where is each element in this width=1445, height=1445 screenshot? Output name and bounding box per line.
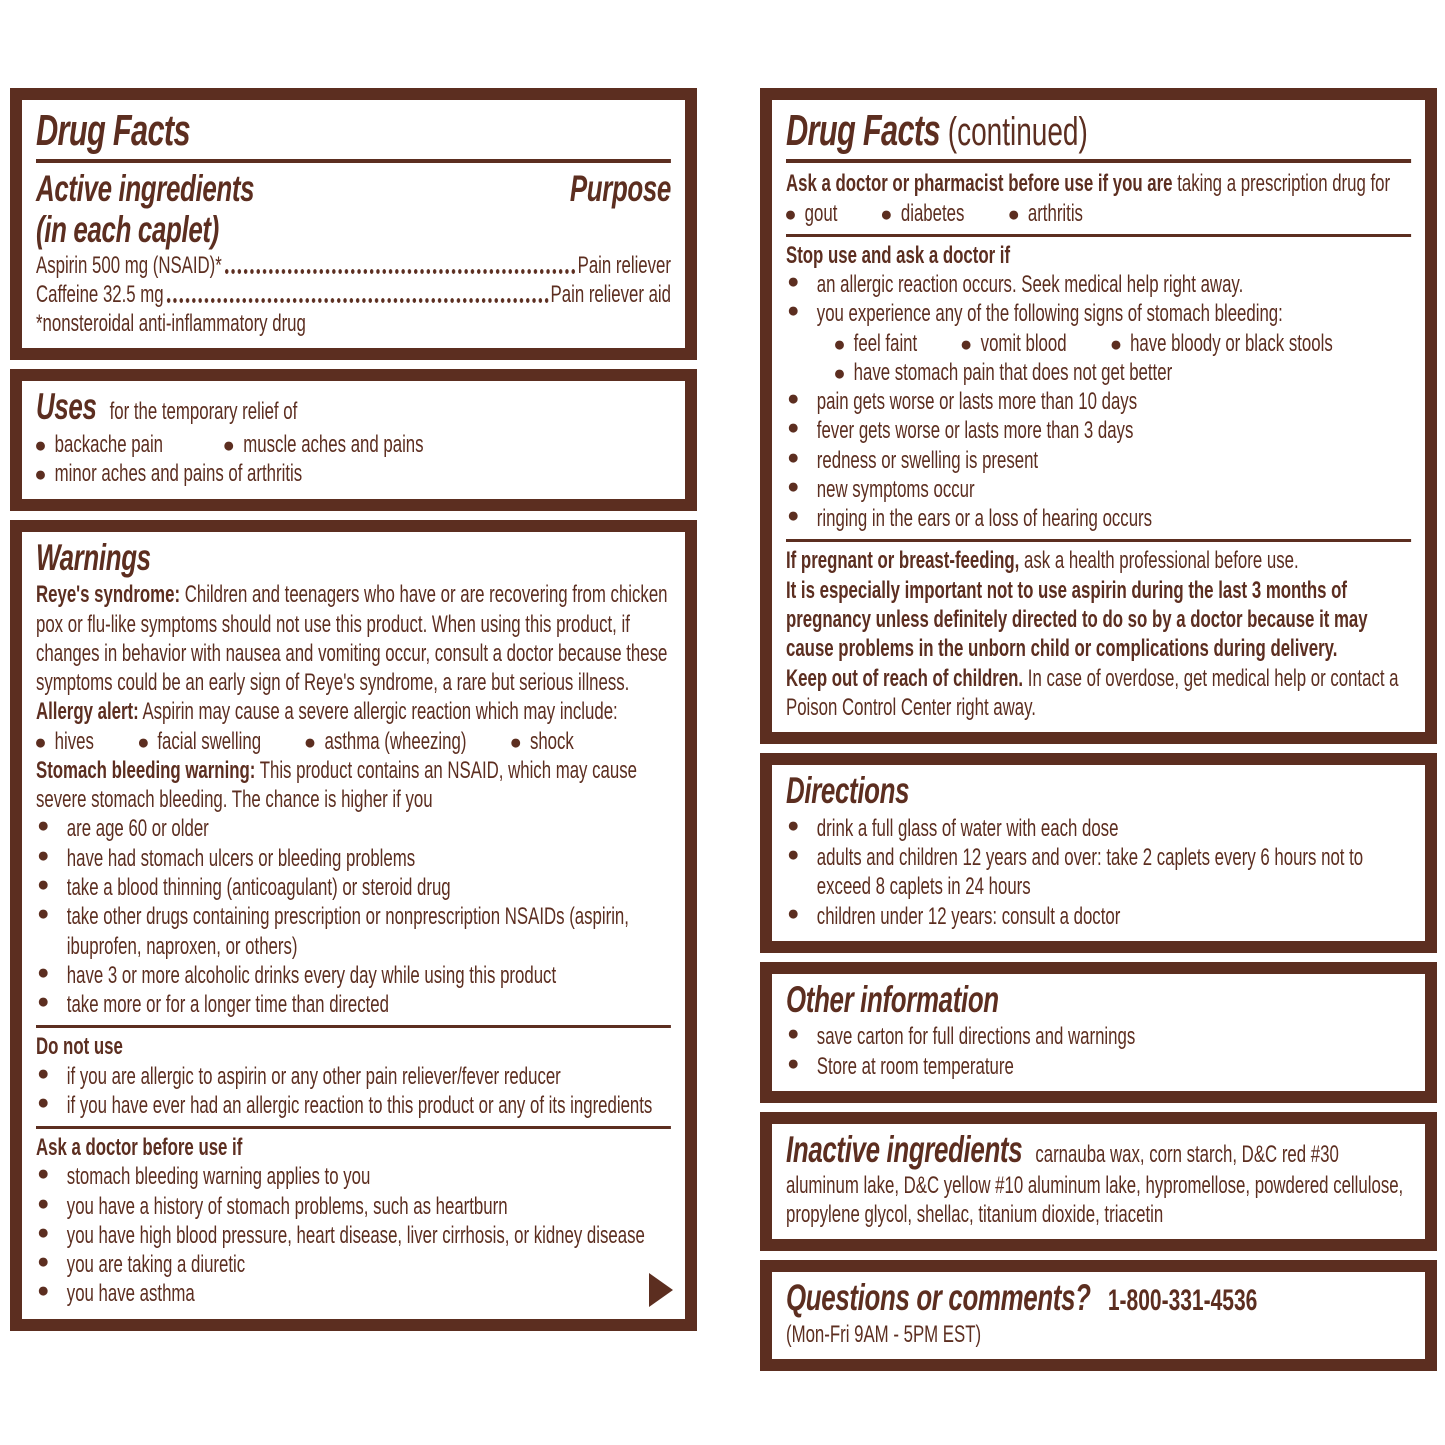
ingredient-row: [36, 251, 671, 280]
list-item: ● have 3 or more alcoholic drinks every day while using this product: [37, 960, 557, 989]
bullet-icon: ●: [37, 1162, 50, 1186]
bullet-icon: ●: [37, 1090, 50, 1114]
inactive-ingredients-box: [760, 1112, 1437, 1251]
list-item: ● you are taking a diuretic: [37, 1250, 246, 1279]
ingredient-purpose: Pain reliever: [577, 251, 671, 279]
list-item: ● diabetes: [880, 199, 965, 227]
list-item: ● vomit blood: [960, 329, 1067, 357]
ingredient-row: [36, 280, 671, 309]
bullet-icon: ●: [1007, 202, 1020, 226]
dot-leader: [224, 268, 576, 275]
bullet-icon: ●: [37, 843, 50, 867]
ingredient-name: Caffeine 32.5 mg: [36, 280, 164, 308]
divider: [36, 1025, 671, 1028]
warnings-heading: Warnings: [36, 536, 151, 578]
list-item: ● you have a history of stomach problems, such as heartburn: [37, 1191, 508, 1220]
list-item: ● new symptoms occur: [787, 474, 975, 503]
bullet-icon: ●: [833, 361, 846, 385]
ask-pharmacist-paragraph: Ask a doctor or pharmacist before use if you are taking a prescription drug for: [786, 170, 1391, 198]
bullet-icon: ●: [34, 463, 47, 487]
uses-heading: Uses: [36, 386, 97, 428]
list-item: ● facial swelling: [136, 727, 262, 755]
keep-out-of-reach-paragraph: Keep out of reach of children. In case of overdose, get medical help or contact a Poison Control Center right away.: [786, 664, 1399, 721]
bullet-icon: ●: [787, 299, 800, 323]
bullet-icon: ●: [37, 814, 50, 838]
reye-syndrome-paragraph: Reye's syndrome: Children and teenagers who have or are recovering from chicken pox or flu-like symptoms should not use this product. When using this product, if changes in behavior with nausea and vomiting occur, consult a doctor because these symptoms could be an early sign of Reye's syndrome, a rare but serious illness.: [36, 581, 668, 697]
drug-facts-title: Drug Facts: [36, 106, 190, 155]
bullet-icon: ●: [37, 902, 50, 926]
continuation-arrow-icon: [649, 1273, 673, 1307]
list-item: ● have had stomach ulcers or bleeding problems: [37, 843, 416, 872]
ask-doctor-heading: Ask a doctor before use if: [36, 1134, 243, 1162]
ask-pharmacist-bullet-row: [786, 199, 1411, 228]
list-item: ● adults and children 12 years and over: take 2 caplets every 6 hours not to exceed 8 caplets in 24 hours: [787, 843, 1364, 901]
bullet-icon: ●: [787, 504, 800, 528]
bullet-icon: ●: [509, 730, 522, 754]
list-item: ● are age 60 or older: [37, 814, 209, 843]
list-item: ● arthritis: [1007, 199, 1083, 227]
list-item: ● have stomach pain that does not get better: [833, 358, 1173, 386]
bullet-icon: ●: [787, 387, 800, 411]
do-not-use-heading: Do not use: [36, 1033, 123, 1061]
bullet-icon: ●: [787, 813, 800, 837]
list-item: ● you have high blood pressure, heart disease, liver cirrhosis, or kidney disease: [37, 1220, 645, 1249]
phone-hours: (Mon-Fri 9AM - 5PM EST): [786, 1320, 982, 1348]
nsaid-footnote: *nonsteroidal anti-inflammatory drug: [36, 310, 306, 338]
bullet-icon: ●: [34, 434, 47, 458]
pregnancy-warning-paragraph: It is especially important not to use aspirin during the last 3 months of pregnancy unless definitely directed to do so by a doctor because it may cause problems in the unborn child or complications during delivery.: [786, 576, 1368, 663]
warnings-box: [10, 520, 697, 1331]
bullet-icon: ●: [833, 332, 846, 356]
list-item: ● backache pain: [34, 431, 164, 459]
active-ingredients-heading: Active ingredients: [36, 168, 255, 210]
divider: [36, 159, 671, 163]
list-item: ● feel faint: [833, 329, 918, 357]
list-item: ● gout: [784, 199, 838, 227]
list-item: ● have bloody or black stools: [1109, 329, 1333, 357]
bullet-icon: ●: [37, 1061, 50, 1085]
list-item: ● children under 12 years: consult a doctor: [787, 901, 1121, 930]
ingredient-name: Aspirin 500 mg (NSAID)*: [36, 251, 222, 279]
list-item: ● take a blood thinning (anticoagulant) or steroid drug: [37, 873, 451, 901]
allergy-bullet-row: [36, 727, 671, 756]
stop-use-heading: Stop use and ask a doctor if: [786, 241, 1011, 269]
phone-number: 1-800-331-4536: [1107, 1284, 1258, 1318]
list-item: ● take more or for a longer time than directed: [37, 990, 389, 1019]
bullet-icon: ●: [37, 1250, 50, 1274]
uses-bullet-row: [36, 430, 671, 459]
bullet-icon: ●: [37, 990, 50, 1014]
bullet-icon: ●: [787, 1022, 800, 1046]
other-information-heading: Other information: [786, 978, 999, 1020]
questions-box: [760, 1260, 1437, 1371]
bullet-icon: ●: [787, 901, 800, 925]
list-item: ● minor aches and pains of arthritis: [34, 460, 303, 488]
uses-intro: for the temporary relief of: [109, 398, 298, 426]
list-item: ● take other drugs containing prescription or nonprescription NSAIDs (aspirin, ibuprofen, naproxen, or others): [37, 902, 629, 960]
list-item: ● asthma (wheezing): [304, 727, 467, 755]
list-item: ● you experience any of the following signs of stomach bleeding:: [787, 299, 1283, 328]
bullet-icon: ●: [37, 873, 50, 896]
inactive-ingredients-heading: Inactive ingredients: [786, 1129, 1023, 1171]
bullet-icon: ●: [304, 730, 317, 754]
bullet-icon: ●: [787, 1051, 800, 1075]
list-item: ● an allergic reaction occurs. Seek medical help right away.: [787, 270, 1244, 299]
divider: [786, 539, 1411, 542]
other-information-box: [760, 962, 1437, 1103]
bullet-icon: ●: [960, 332, 973, 356]
bullet-icon: ●: [1109, 332, 1123, 356]
right-panel: [760, 88, 1437, 1371]
bullet-icon: ●: [784, 202, 797, 226]
allergy-alert-paragraph: Allergy alert: Aspirin may cause a severe allergic reaction which may include:: [36, 698, 618, 726]
list-item: ● Store at room temperature: [787, 1051, 1014, 1080]
active-ingredients-header: [36, 169, 671, 250]
stomach-bleeding-paragraph: Stomach bleeding warning: This product contains an NSAID, which may cause severe stomach bleeding. The chance is higher if you: [36, 756, 637, 814]
questions-heading-row: [786, 1278, 1411, 1320]
pregnancy-paragraph: If pregnant or breast-feeding, ask a health professional before use.: [786, 547, 1299, 575]
directions-box: [760, 753, 1437, 953]
bullet-icon: ●: [787, 270, 800, 294]
left-panel: [10, 88, 697, 1331]
dot-leader: [166, 297, 549, 304]
list-item: ● shock: [509, 727, 574, 755]
list-item: ● ringing in the ears or a loss of hearing occurs: [787, 504, 1153, 533]
list-item: ● fever gets worse or lasts more than 3 days: [787, 416, 1134, 445]
list-item: ● hives: [34, 727, 94, 755]
bullet-icon: ●: [37, 1191, 50, 1215]
purpose-heading: Purpose: [569, 168, 671, 210]
bullet-icon: ●: [222, 434, 236, 458]
bullet-icon: ●: [34, 730, 47, 754]
bullet-icon: ●: [37, 1220, 50, 1244]
bullet-icon: ●: [787, 843, 800, 866]
directions-heading: Directions: [786, 770, 910, 812]
bullet-icon: ●: [37, 960, 50, 984]
drug-facts-box: [10, 88, 697, 360]
stomach-bleeding-signs-row: [786, 329, 1411, 358]
list-item: ● stomach bleeding warning applies to you: [37, 1162, 371, 1191]
list-item: ● muscle aches and pains: [222, 431, 424, 459]
inactive-ingredients-paragraph: [786, 1130, 1411, 1229]
drug-facts-continued-title: Drug Facts (continued): [786, 106, 1088, 155]
list-item: ● you have asthma: [37, 1279, 195, 1308]
stomach-bleeding-signs-row: [786, 358, 1411, 387]
bullet-icon: ●: [136, 730, 150, 754]
divider: [786, 234, 1411, 237]
uses-bullet-row: [36, 459, 671, 488]
list-item: ● if you are allergic to aspirin or any other pain reliever/fever reducer: [37, 1061, 561, 1090]
bullet-icon: ●: [787, 474, 800, 498]
list-item: ● redness or swelling is present: [787, 445, 1039, 474]
drug-facts-continued-box: [760, 88, 1437, 744]
list-item: ● pain gets worse or lasts more than 10 days: [787, 387, 1138, 416]
questions-heading: Questions or comments?: [786, 1277, 1091, 1319]
ingredient-purpose: Pain reliever aid: [550, 280, 671, 308]
bullet-icon: ●: [787, 416, 800, 440]
bullet-icon: ●: [880, 202, 893, 226]
list-item: ● if you have ever had an allergic reaction to this product or any of its ingredients: [37, 1090, 653, 1119]
inactive-ingredients-list: carnauba wax, corn starch, D&C red #30 aluminum lake, D&C yellow #10 aluminum lake, hypromellose, powdered cellulose, propylene glycol, shellac, titanium dioxide, triacetin: [786, 1141, 1404, 1228]
divider: [786, 159, 1411, 163]
bullet-icon: ●: [787, 445, 800, 469]
active-ingredients-subheading: (in each caplet): [36, 208, 219, 250]
bullet-icon: ●: [37, 1279, 50, 1303]
uses-box: [10, 369, 697, 510]
list-item: ● drink a full glass of water with each dose: [787, 813, 1119, 842]
divider: [36, 1126, 671, 1129]
list-item: ● save carton for full directions and warnings: [787, 1022, 1136, 1051]
